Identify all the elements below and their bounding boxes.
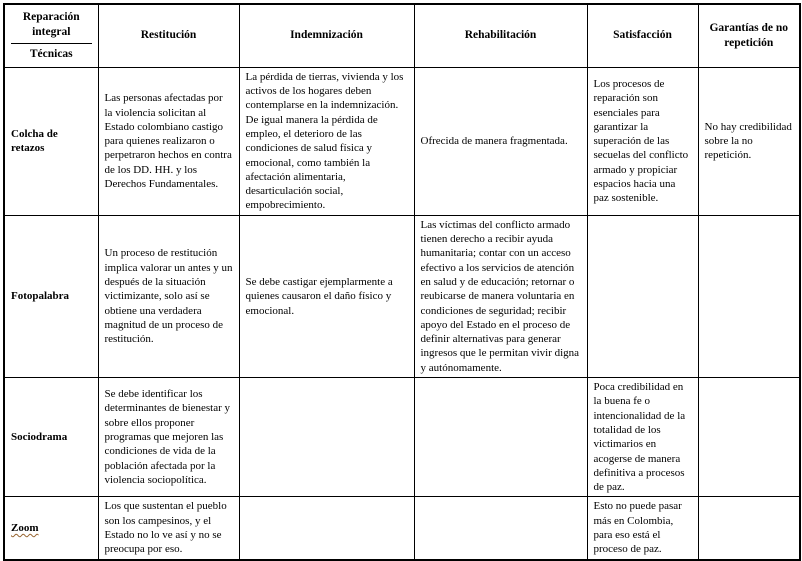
header-row: [4, 4, 800, 67]
table-row-sociodrama: [4, 378, 800, 497]
table-cell: Ofrecida de manera fragmentada.: [414, 67, 587, 215]
table-row-zoom: [4, 497, 800, 560]
table-cell: Se debe identificar los determinantes de bienestar y sobre ellos proponer programas que mejoren las condiciones de vida de la población afectada por la violencia sociopolítica.: [98, 378, 239, 497]
table-cell: Las personas afectadas por la violencia solicitan al Estado colombiano castigo para quienes realizaron o perpetraron hechos en contra de los DD. HH. y los Derechos Fundamentales.: [98, 67, 239, 215]
table-cell: Los que sustentan el pueblo son los campesinos, y el Estado no lo ve así y no se preocupa por eso.: [98, 497, 239, 560]
table-cell: [239, 497, 414, 560]
row-header-zoom: [4, 497, 98, 560]
table-cell: Esto no puede pasar más en Colombia, para eso está el proceso de paz.: [587, 497, 698, 560]
corner-header-top-label: Reparación integral: [11, 7, 92, 44]
reparacion-integral-table: [3, 3, 801, 561]
table-cell: [239, 378, 414, 497]
row-header-fotopalabra: Fotopalabra: [4, 215, 98, 377]
table-cell: [698, 215, 800, 377]
table-cell: Las víctimas del conflicto armado tienen derecho a recibir ayuda humanitaria; contar con un acceso efectivo a los servicios de atención en salud y de educación; retornar o reubicarse de manera voluntaria en condiciones de seguridad; recibir apoyo del Estado en el proceso de definir alternativas para generar ingresos que le permitan vivir digna y autónomamente.: [414, 215, 587, 377]
table-cell: La pérdida de tierras, vivienda y los activos de los hogares deben contemplarse en la indemnización. De igual manera la pérdida de empleo, el deterioro de las condiciones de salud física y emocional, como también la afectación alimentaria, desarticulación social, empobrecimiento.: [239, 67, 414, 215]
table-cell: Se debe castigar ejemplarmente a quienes causaron el daño físico y emocional.: [239, 215, 414, 377]
column-header-restitucion: Restitución: [98, 4, 239, 67]
column-header-rehabilitacion: Rehabilitación: [414, 4, 587, 67]
corner-header-cell: [4, 4, 98, 67]
table-cell: [414, 497, 587, 560]
table-cell: [587, 215, 698, 377]
corner-header-bottom-label: Técnicas: [29, 47, 73, 60]
row-header-sociodrama: Sociodrama: [4, 378, 98, 497]
table-row-colcha-de-retazos: [4, 67, 800, 215]
table-row-fotopalabra: [4, 215, 800, 377]
table-cell: [698, 378, 800, 497]
row-header-colcha-de-retazos: Colcha de retazos: [4, 67, 98, 215]
column-header-indemnizacion: Indemnización: [239, 4, 414, 67]
column-header-garantias: Garantías de no repetición: [698, 4, 800, 67]
table-cell: Los procesos de reparación son esenciales para garantizar la superación de las secuelas del conflicto armado y propiciar espacios hacia una paz sostenible.: [587, 67, 698, 215]
table-cell: Poca credibilidad en la buena fe o intencionalidad de la totalidad de los victimarios en acogerse de manera definitiva a procesos de paz.: [587, 378, 698, 497]
table-cell: Un proceso de restitución implica valorar un antes y un después de la situación victimizante, solo así se obtiene una verdadera magnitud de un proceso de restitución.: [98, 215, 239, 377]
table-cell: No hay credibilidad sobre la no repetición.: [698, 67, 800, 215]
row-header-zoom-label: Zoom: [11, 521, 39, 534]
table-cell: [414, 378, 587, 497]
column-header-satisfaccion: Satisfacción: [587, 4, 698, 67]
table-cell: [698, 497, 800, 560]
